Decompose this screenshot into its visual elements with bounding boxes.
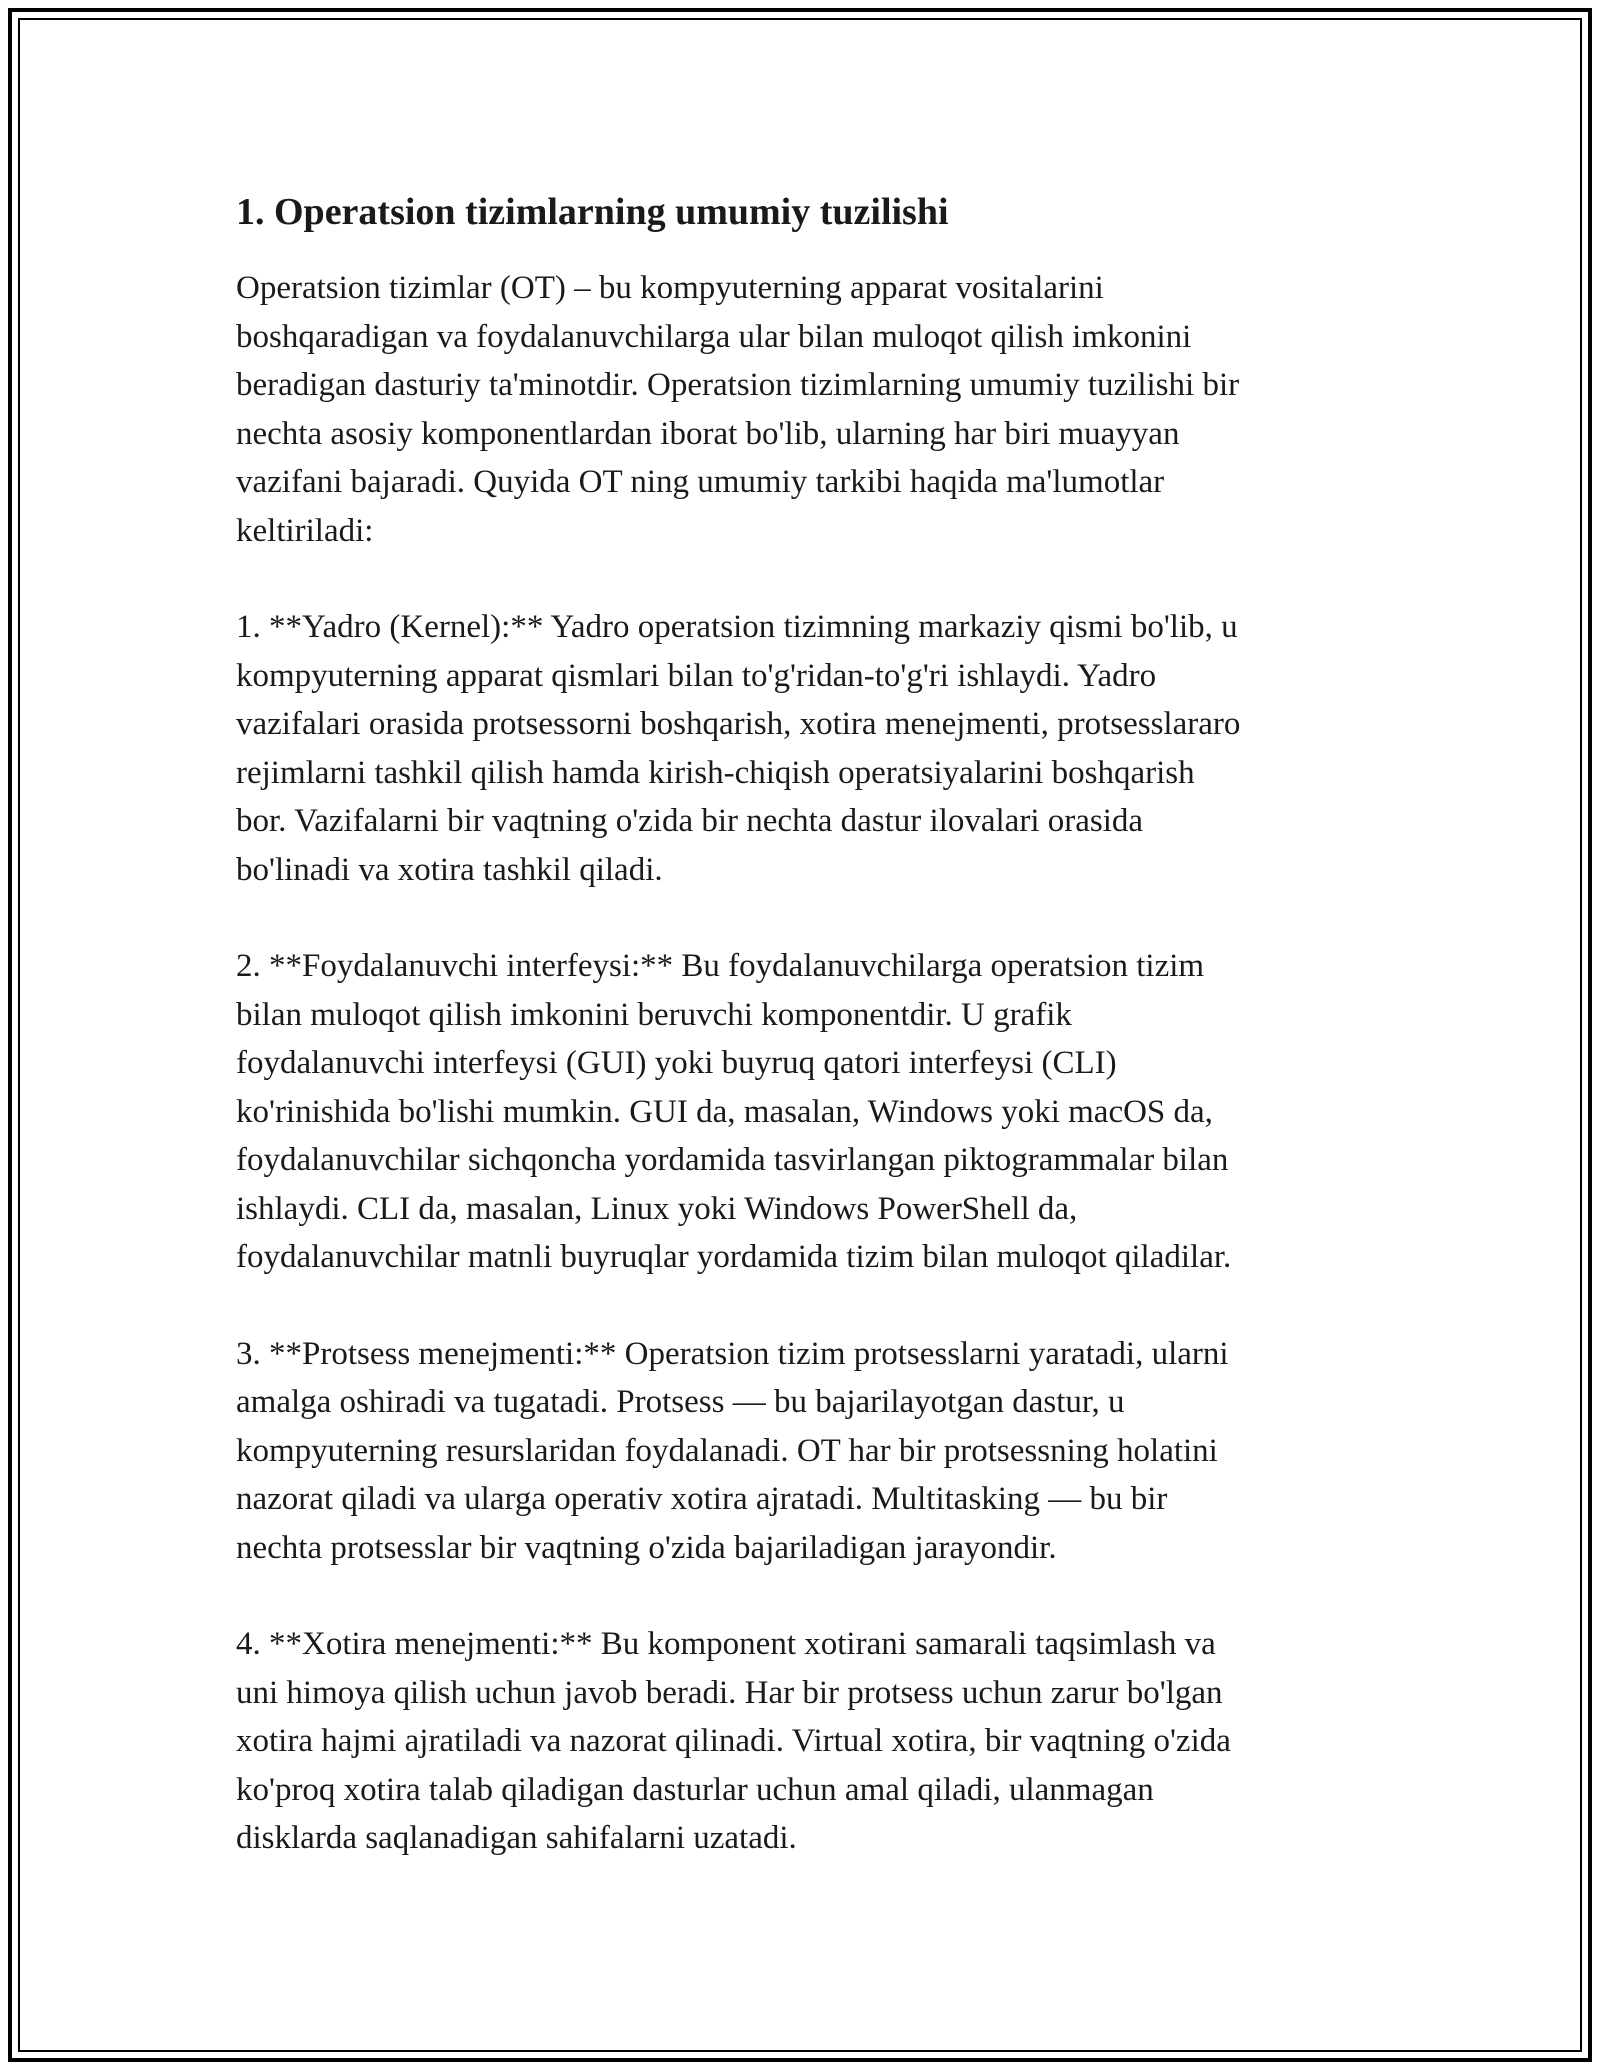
kernel-paragraph: 1. **Yadro (Kernel):** Yadro operatsion tizimning markaziy qismi bo'lib, u kompyuterning apparat qismlari bilan to'g'ridan-to'g'ri ishlaydi. Yadro vazifalari orasida protsessorni boshqarish, xotira menejmenti, protsesslararo rejimlarni tashkil qilish hamda kirish-chiqish operatsiyalarini boshqarish bor. Vazifalarni bir vaqtning o'zida bir nechta dastur ilovalari orasida bo'linadi va xotira tashkil qiladi. xyxy=(236,609,1241,888)
document-body xyxy=(236,186,1366,1911)
user-interface-paragraph: 2. **Foydalanuvchi interfeysi:** Bu foydalanuvchilarga operatsion tizim bilan muloqot qilish imkonini beruvchi komponentdir. U grafik foydalanuvchi interfeysi (GUI) yoki buyruq qatori interfeysi (CLI) ko'rinishida bo'lishi mumkin. GUI da, masalan, Windows yoki macOS da, foydalanuvchilar sichqoncha yordamida tasvirlangan piktogrammalar bilan ishlaydi. CLI da, masalan, Linux yoki Windows PowerShell da, foydalanuvchilar matnli buyruqlar yordamida tizim bilan muloqot qiladilar. xyxy=(236,948,1232,1275)
process-management-paragraph: 3. **Protsess menejmenti:** Operatsion tizim protsesslarni yaratadi, ularni amalga oshiradi va tugatadi. Protsess — bu bajarilayotgan dastur, u kompyuterning resurslaridan foydalanadi. OT har bir protsessning holatini nazorat qiladi va ularga operativ xotira ajratadi. Multitasking — bu bir nechta protsesslar bir vaqtning o'zida bajariladigan jarayondir. xyxy=(236,1335,1229,1566)
document-title: 1. Operatsion tizimlarning umumiy tuzilishi xyxy=(236,191,949,233)
intro-paragraph: Operatsion tizimlar (OT) – bu kompyuterning apparat vositalarini boshqaradigan va foydalanuvchilarga ular bilan muloqot qilish imkonini beradigan dasturiy ta'minotdir. Operatsion tizimlarning umumiy tuzilishi bir nechta asosiy komponentlardan iborat bo'lib, ularning har biri muayyan vazifani bajaradi. Quyida OT ning umumiy tarkibi haqida ma'lumotlar keltiriladi: xyxy=(236,270,1240,549)
memory-management-paragraph: 4. **Xotira menejmenti:** Bu komponent xotirani samarali taqsimlash va uni himoya qilish uchun javob beradi. Har bir protsess uchun zarur bo'lgan xotira hajmi ajratiladi va nazorat qilinadi. Virtual xotira, bir vaqtning o'zida ko'proq xotira talab qiladigan dasturlar uchun amal qiladi, ulanmagan disklarda saqlanadigan sahifalarni uzatadi. xyxy=(236,1626,1231,1856)
